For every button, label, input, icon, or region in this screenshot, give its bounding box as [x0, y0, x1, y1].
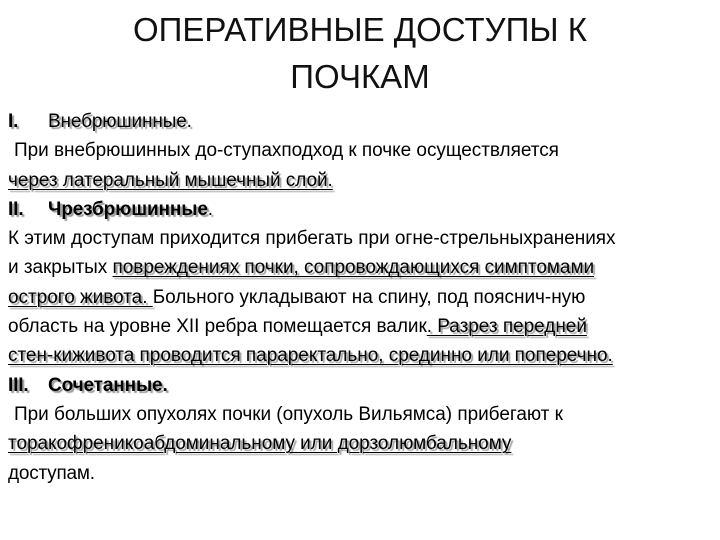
section-1-heading-text: Внебрюшинные. [48, 111, 192, 132]
slide-body [8, 107, 716, 488]
section-2-numeral: II. [8, 198, 24, 220]
section-3-heading [8, 371, 716, 400]
section-1-numeral: I. [8, 111, 19, 132]
section-3-line-2: торакофреникоабдоминальному или дорзолюмбальному [8, 433, 512, 455]
section-3-line-3: доступам. [8, 462, 95, 484]
slide-title [0, 6, 720, 100]
section-2-line-2: и закрытых повреждениях почки, сопровождающихся симптомами [8, 257, 595, 279]
slide-title-line-1: ОПЕРАТИВНЫЕ ДОСТУПЫ К [133, 11, 587, 48]
section-2-heading: II. Чрезбрюшинные. [8, 195, 716, 224]
section-2-line-4: область на уровне XII ребра помещается валик. Разрез передней [8, 316, 587, 338]
section-3-numeral: III. [8, 374, 29, 396]
section-1-text-line-2: через латеральный мышечный слой. [8, 169, 333, 191]
slide-title-line-2: ПОЧКАМ [290, 58, 430, 95]
section-2-line-3: острого живота. Больного укладывают на спину, под пояснич-ную [8, 286, 586, 308]
section-1-text-line-1: При внебрюшинных до-ступахподход к почке осуществляется [14, 140, 559, 162]
section-2-line-1: К этим доступам приходится прибегать при огне-стрельныхранениях [8, 228, 616, 250]
section-3-heading-text: Сочетанные. [48, 374, 168, 396]
section-3-line-1: При больших опухолях почки (опухоль Вильямса) прибегают к [14, 403, 563, 425]
section-1-heading [8, 107, 716, 136]
section-2-line-5: стен-киживота проводится параректально, срединно или поперечно. [8, 345, 613, 367]
section-2-heading-text: Чрезбрюшинные [48, 198, 208, 220]
